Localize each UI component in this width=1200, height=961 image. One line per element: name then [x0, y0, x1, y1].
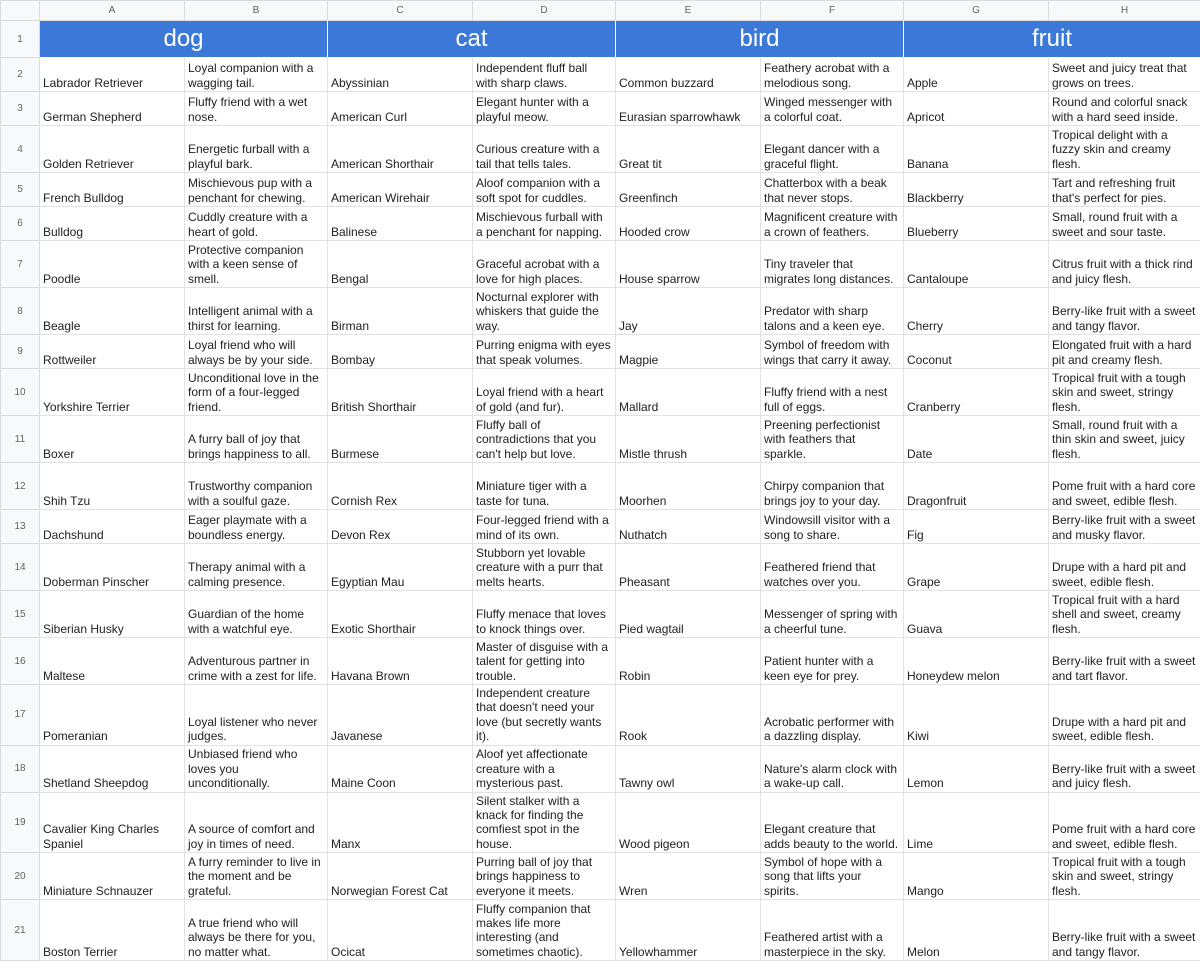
table-row — [1, 335, 1200, 369]
row-number[interactable]: 20 — [1, 853, 40, 900]
cell-g[interactable]: Cherry — [904, 288, 1049, 335]
cell-f[interactable]: Patient hunter with a keen eye for prey. — [761, 638, 904, 685]
cell-h[interactable]: Drupe with a hard pit and sweet, edible flesh. — [1049, 544, 1200, 591]
cell-b[interactable]: Mischievous pup with a penchant for chewing. — [185, 173, 328, 207]
cell-f[interactable]: Winged messenger with a colorful coat. — [761, 92, 904, 126]
table-row — [1, 207, 1200, 241]
cell-c[interactable]: Ocicat — [328, 900, 473, 961]
cell-e[interactable]: Wren — [616, 853, 761, 900]
row-number[interactable]: 15 — [1, 591, 40, 638]
cell-f[interactable]: Symbol of hope with a song that lifts your spirits. — [761, 853, 904, 900]
cell-a[interactable]: Siberian Husky — [40, 591, 185, 638]
column-header[interactable]: C — [328, 1, 473, 21]
column-header[interactable]: F — [761, 1, 904, 21]
cell-d[interactable]: Aloof companion with a soft spot for cuddles. — [473, 173, 616, 207]
table-row — [1, 416, 1200, 463]
cell-f[interactable]: Feathered artist with a masterpiece in the sky. — [761, 900, 904, 961]
cell-f[interactable]: Nature's alarm clock with a wake-up call. — [761, 745, 904, 792]
cell-e[interactable]: Greenfinch — [616, 173, 761, 207]
cell-a[interactable]: French Bulldog — [40, 173, 185, 207]
table-row — [1, 638, 1200, 685]
row-number[interactable]: 18 — [1, 745, 40, 792]
cell-b[interactable]: Guardian of the home with a watchful eye. — [185, 591, 328, 638]
category-header-row — [1, 21, 1200, 58]
cell-e[interactable]: House sparrow — [616, 241, 761, 288]
cell-d[interactable]: Loyal friend with a heart of gold (and fur). — [473, 369, 616, 416]
cell-f[interactable]: Chatterbox with a beak that never stops. — [761, 173, 904, 207]
cell-b[interactable]: Eager playmate with a boundless energy. — [185, 510, 328, 544]
cell-c[interactable]: Bengal — [328, 241, 473, 288]
table-row — [1, 92, 1200, 126]
column-header[interactable]: E — [616, 1, 761, 21]
cell-f[interactable]: Elegant dancer with a graceful flight. — [761, 126, 904, 173]
table-row — [1, 853, 1200, 900]
row-number[interactable]: 8 — [1, 288, 40, 335]
cell-d[interactable]: Fluffy companion that makes life more interesting (and sometimes chaotic). — [473, 900, 616, 961]
cell-b[interactable]: Loyal friend who will always be by your side. — [185, 335, 328, 369]
cell-d[interactable]: Elegant hunter with a playful meow. — [473, 92, 616, 126]
cell-g[interactable]: Banana — [904, 126, 1049, 173]
cell-c[interactable]: Abyssinian — [328, 58, 473, 92]
cell-a[interactable]: Pomeranian — [40, 685, 185, 746]
cell-e[interactable]: Jay — [616, 288, 761, 335]
table-row — [1, 463, 1200, 510]
cell-b[interactable]: Loyal listener who never judges. — [185, 685, 328, 746]
cell-e[interactable]: Hooded crow — [616, 207, 761, 241]
column-header[interactable]: D — [473, 1, 616, 21]
cell-e[interactable]: Mistle thrush — [616, 416, 761, 463]
cell-d[interactable]: Four-legged friend with a mind of its own. — [473, 510, 616, 544]
cell-h[interactable]: Pome fruit with a hard core and sweet, edible flesh. — [1049, 792, 1200, 853]
cell-d[interactable]: Purring ball of joy that brings happiness to everyone it meets. — [473, 853, 616, 900]
column-header[interactable]: B — [185, 1, 328, 21]
cell-g[interactable]: Honeydew melon — [904, 638, 1049, 685]
cell-g[interactable]: Lemon — [904, 745, 1049, 792]
cell-c[interactable]: Balinese — [328, 207, 473, 241]
cell-d[interactable]: Purring enigma with eyes that speak volumes. — [473, 335, 616, 369]
cell-f[interactable]: Symbol of freedom with wings that carry it away. — [761, 335, 904, 369]
cell-g[interactable]: Cranberry — [904, 369, 1049, 416]
table-row — [1, 173, 1200, 207]
table-row — [1, 745, 1200, 792]
cell-e[interactable]: Great tit — [616, 126, 761, 173]
cell-b[interactable]: Unconditional love in the form of a four-legged friend. — [185, 369, 328, 416]
cell-g[interactable]: Apple — [904, 58, 1049, 92]
cell-f[interactable]: Messenger of spring with a cheerful tune. — [761, 591, 904, 638]
cell-d[interactable]: Miniature tiger with a taste for tuna. — [473, 463, 616, 510]
cell-d[interactable]: Independent creature that doesn't need your love (but secretly wants it). — [473, 685, 616, 746]
row-number[interactable]: 14 — [1, 544, 40, 591]
cell-e[interactable]: Rook — [616, 685, 761, 746]
row-number[interactable]: 3 — [1, 92, 40, 126]
row-number[interactable]: 6 — [1, 207, 40, 241]
cell-a[interactable]: Boxer — [40, 416, 185, 463]
cell-b[interactable]: Trustworthy companion with a soulful gaze. — [185, 463, 328, 510]
cell-h[interactable]: Tropical fruit with a tough skin and sweet, stringy flesh. — [1049, 853, 1200, 900]
cell-h[interactable]: Berry-like fruit with a sweet and juicy flesh. — [1049, 745, 1200, 792]
cell-f[interactable]: Feathery acrobat with a melodious song. — [761, 58, 904, 92]
cell-d[interactable]: Mischievous furball with a penchant for napping. — [473, 207, 616, 241]
cell-f[interactable]: Elegant creature that adds beauty to the world. — [761, 792, 904, 853]
column-header[interactable]: G — [904, 1, 1049, 21]
row-number[interactable]: 4 — [1, 126, 40, 173]
cell-b[interactable]: Adventurous partner in crime with a zest for life. — [185, 638, 328, 685]
cell-c[interactable]: Egyptian Mau — [328, 544, 473, 591]
table-row — [1, 58, 1200, 92]
cell-h[interactable]: Tropical fruit with a hard shell and sweet, creamy flesh. — [1049, 591, 1200, 638]
row-number[interactable]: 2 — [1, 58, 40, 92]
cell-c[interactable]: Birman — [328, 288, 473, 335]
cell-b[interactable]: Loyal companion with a wagging tail. — [185, 58, 328, 92]
cell-h[interactable]: Sweet and juicy treat that grows on trees. — [1049, 58, 1200, 92]
cell-g[interactable]: Mango — [904, 853, 1049, 900]
cell-a[interactable]: Poodle — [40, 241, 185, 288]
cell-e[interactable]: Magpie — [616, 335, 761, 369]
row-number[interactable]: 19 — [1, 792, 40, 853]
cell-g[interactable]: Lime — [904, 792, 1049, 853]
cell-c[interactable]: Exotic Shorthair — [328, 591, 473, 638]
cell-f[interactable]: Fluffy friend with a nest full of eggs. — [761, 369, 904, 416]
row-number[interactable]: 12 — [1, 463, 40, 510]
cell-b[interactable]: A furry reminder to live in the moment and be grateful. — [185, 853, 328, 900]
table-row — [1, 126, 1200, 173]
table-row — [1, 288, 1200, 335]
table-row — [1, 510, 1200, 544]
cell-f[interactable]: Predator with sharp talons and a keen eye. — [761, 288, 904, 335]
cell-d[interactable]: Curious creature with a tail that tells tales. — [473, 126, 616, 173]
cell-e[interactable]: Eurasian sparrowhawk — [616, 92, 761, 126]
cell-g[interactable]: Date — [904, 416, 1049, 463]
cell-h[interactable]: Small, round fruit with a sweet and sour taste. — [1049, 207, 1200, 241]
row-number[interactable]: 1 — [1, 21, 40, 58]
table-row — [1, 900, 1200, 961]
table-row — [1, 792, 1200, 853]
cell-b[interactable]: Therapy animal with a calming presence. — [185, 544, 328, 591]
row-number[interactable]: 16 — [1, 638, 40, 685]
cell-h[interactable]: Elongated fruit with a hard pit and creamy flesh. — [1049, 335, 1200, 369]
cell-d[interactable]: Fluffy menace that loves to knock things over. — [473, 591, 616, 638]
table-row — [1, 591, 1200, 638]
cell-d[interactable]: Silent stalker with a knack for finding the comfiest spot in the house. — [473, 792, 616, 853]
cell-h[interactable]: Berry-like fruit with a sweet and tangy flavor. — [1049, 900, 1200, 961]
cell-f[interactable]: Feathered friend that watches over you. — [761, 544, 904, 591]
cell-a[interactable]: Shetland Sheepdog — [40, 745, 185, 792]
cell-a[interactable]: Labrador Retriever — [40, 58, 185, 92]
header-cell-bird[interactable]: bird — [616, 21, 904, 58]
cell-a[interactable]: German Shepherd — [40, 92, 185, 126]
cell-h[interactable]: Berry-like fruit with a sweet and tart flavor. — [1049, 638, 1200, 685]
cell-c[interactable]: British Shorthair — [328, 369, 473, 416]
cell-h[interactable]: Tropical fruit with a tough skin and sweet, stringy flesh. — [1049, 369, 1200, 416]
cell-g[interactable]: Melon — [904, 900, 1049, 961]
cell-c[interactable]: Bombay — [328, 335, 473, 369]
cell-g[interactable]: Blueberry — [904, 207, 1049, 241]
header-cell-fruit[interactable]: fruit — [904, 21, 1200, 58]
cell-h[interactable]: Tropical delight with a fuzzy skin and creamy flesh. — [1049, 126, 1200, 173]
column-header-row — [1, 1, 1200, 21]
cell-e[interactable]: Pheasant — [616, 544, 761, 591]
cell-e[interactable]: Pied wagtail — [616, 591, 761, 638]
cell-a[interactable]: Miniature Schnauzer — [40, 853, 185, 900]
cell-h[interactable]: Citrus fruit with a thick rind and juicy flesh. — [1049, 241, 1200, 288]
cell-b[interactable]: A furry ball of joy that brings happiness to all. — [185, 416, 328, 463]
cell-c[interactable]: Javanese — [328, 685, 473, 746]
cell-f[interactable]: Magnificent creature with a crown of feathers. — [761, 207, 904, 241]
cell-c[interactable]: Devon Rex — [328, 510, 473, 544]
cell-b[interactable]: Energetic furball with a playful bark. — [185, 126, 328, 173]
cell-e[interactable]: Moorhen — [616, 463, 761, 510]
cell-a[interactable]: Beagle — [40, 288, 185, 335]
cell-d[interactable]: Independent fluff ball with sharp claws. — [473, 58, 616, 92]
row-number[interactable]: 7 — [1, 241, 40, 288]
table-row — [1, 369, 1200, 416]
cell-a[interactable]: Rottweiler — [40, 335, 185, 369]
cell-a[interactable]: Dachshund — [40, 510, 185, 544]
cell-a[interactable]: Golden Retriever — [40, 126, 185, 173]
cell-b[interactable]: Intelligent animal with a thirst for learning. — [185, 288, 328, 335]
cell-b[interactable]: Unbiased friend who loves you unconditionally. — [185, 745, 328, 792]
cell-b[interactable]: A source of comfort and joy in times of need. — [185, 792, 328, 853]
cell-h[interactable]: Drupe with a hard pit and sweet, edible flesh. — [1049, 685, 1200, 746]
cell-a[interactable]: Maltese — [40, 638, 185, 685]
cell-f[interactable]: Tiny traveler that migrates long distances. — [761, 241, 904, 288]
header-cell-dog[interactable]: dog — [40, 21, 328, 58]
cell-e[interactable]: Yellowhammer — [616, 900, 761, 961]
cell-e[interactable]: Robin — [616, 638, 761, 685]
row-number[interactable]: 9 — [1, 335, 40, 369]
cell-a[interactable]: Boston Terrier — [40, 900, 185, 961]
cell-d[interactable]: Nocturnal explorer with whiskers that guide the way. — [473, 288, 616, 335]
cell-c[interactable]: Norwegian Forest Cat — [328, 853, 473, 900]
row-number[interactable]: 11 — [1, 416, 40, 463]
cell-d[interactable]: Graceful acrobat with a love for high places. — [473, 241, 616, 288]
cell-a[interactable]: Yorkshire Terrier — [40, 369, 185, 416]
cell-b[interactable]: A true friend who will always be there for you, no matter what. — [185, 900, 328, 961]
table-row — [1, 544, 1200, 591]
select-all-corner[interactable] — [1, 1, 40, 21]
cell-e[interactable]: Nuthatch — [616, 510, 761, 544]
cell-f[interactable]: Windowsill visitor with a song to share. — [761, 510, 904, 544]
row-number[interactable]: 21 — [1, 900, 40, 961]
row-number[interactable]: 10 — [1, 369, 40, 416]
row-number[interactable]: 13 — [1, 510, 40, 544]
cell-h[interactable]: Berry-like fruit with a sweet and tangy flavor. — [1049, 288, 1200, 335]
cell-f[interactable]: Acrobatic performer with a dazzling display. — [761, 685, 904, 746]
cell-h[interactable]: Small, round fruit with a thin skin and sweet, juicy flesh. — [1049, 416, 1200, 463]
cell-f[interactable]: Preening perfectionist with feathers that sparkle. — [761, 416, 904, 463]
cell-a[interactable]: Cavalier King Charles Spaniel — [40, 792, 185, 853]
cell-c[interactable]: Havana Brown — [328, 638, 473, 685]
cell-c[interactable]: Maine Coon — [328, 745, 473, 792]
cell-h[interactable]: Round and colorful snack with a hard seed inside. — [1049, 92, 1200, 126]
cell-c[interactable]: Manx — [328, 792, 473, 853]
cell-d[interactable]: Fluffy ball of contradictions that you can't help but love. — [473, 416, 616, 463]
cell-e[interactable]: Tawny owl — [616, 745, 761, 792]
cell-h[interactable]: Pome fruit with a hard core and sweet, edible flesh. — [1049, 463, 1200, 510]
cell-d[interactable]: Aloof yet affectionate creature with a mysterious past. — [473, 745, 616, 792]
header-cell-cat[interactable]: cat — [328, 21, 616, 58]
cell-c[interactable]: American Curl — [328, 92, 473, 126]
column-header[interactable]: A — [40, 1, 185, 21]
cell-d[interactable]: Stubborn yet lovable creature with a purr that melts hearts. — [473, 544, 616, 591]
cell-g[interactable]: Blackberry — [904, 173, 1049, 207]
cell-e[interactable]: Common buzzard — [616, 58, 761, 92]
cell-h[interactable]: Berry-like fruit with a sweet and musky flavor. — [1049, 510, 1200, 544]
cell-e[interactable]: Wood pigeon — [616, 792, 761, 853]
cell-g[interactable]: Dragonfruit — [904, 463, 1049, 510]
row-number[interactable]: 5 — [1, 173, 40, 207]
table-row — [1, 685, 1200, 746]
cell-h[interactable]: Tart and refreshing fruit that's perfect for pies. — [1049, 173, 1200, 207]
cell-g[interactable]: Fig — [904, 510, 1049, 544]
cell-g[interactable]: Kiwi — [904, 685, 1049, 746]
cell-a[interactable]: Doberman Pinscher — [40, 544, 185, 591]
cell-a[interactable]: Shih Tzu — [40, 463, 185, 510]
cell-c[interactable]: American Shorthair — [328, 126, 473, 173]
row-number[interactable]: 17 — [1, 685, 40, 746]
cell-g[interactable]: Cantaloupe — [904, 241, 1049, 288]
cell-c[interactable]: Cornish Rex — [328, 463, 473, 510]
cell-g[interactable]: Guava — [904, 591, 1049, 638]
cell-g[interactable]: Apricot — [904, 92, 1049, 126]
cell-c[interactable]: Burmese — [328, 416, 473, 463]
column-header[interactable]: H — [1049, 1, 1200, 21]
cell-c[interactable]: American Wirehair — [328, 173, 473, 207]
cell-g[interactable]: Coconut — [904, 335, 1049, 369]
cell-e[interactable]: Mallard — [616, 369, 761, 416]
cell-b[interactable]: Protective companion with a keen sense of smell. — [185, 241, 328, 288]
cell-f[interactable]: Chirpy companion that brings joy to your day. — [761, 463, 904, 510]
cell-b[interactable]: Cuddly creature with a heart of gold. — [185, 207, 328, 241]
cell-g[interactable]: Grape — [904, 544, 1049, 591]
cell-a[interactable]: Bulldog — [40, 207, 185, 241]
cell-d[interactable]: Master of disguise with a talent for getting into trouble. — [473, 638, 616, 685]
cell-b[interactable]: Fluffy friend with a wet nose. — [185, 92, 328, 126]
table-row — [1, 241, 1200, 288]
